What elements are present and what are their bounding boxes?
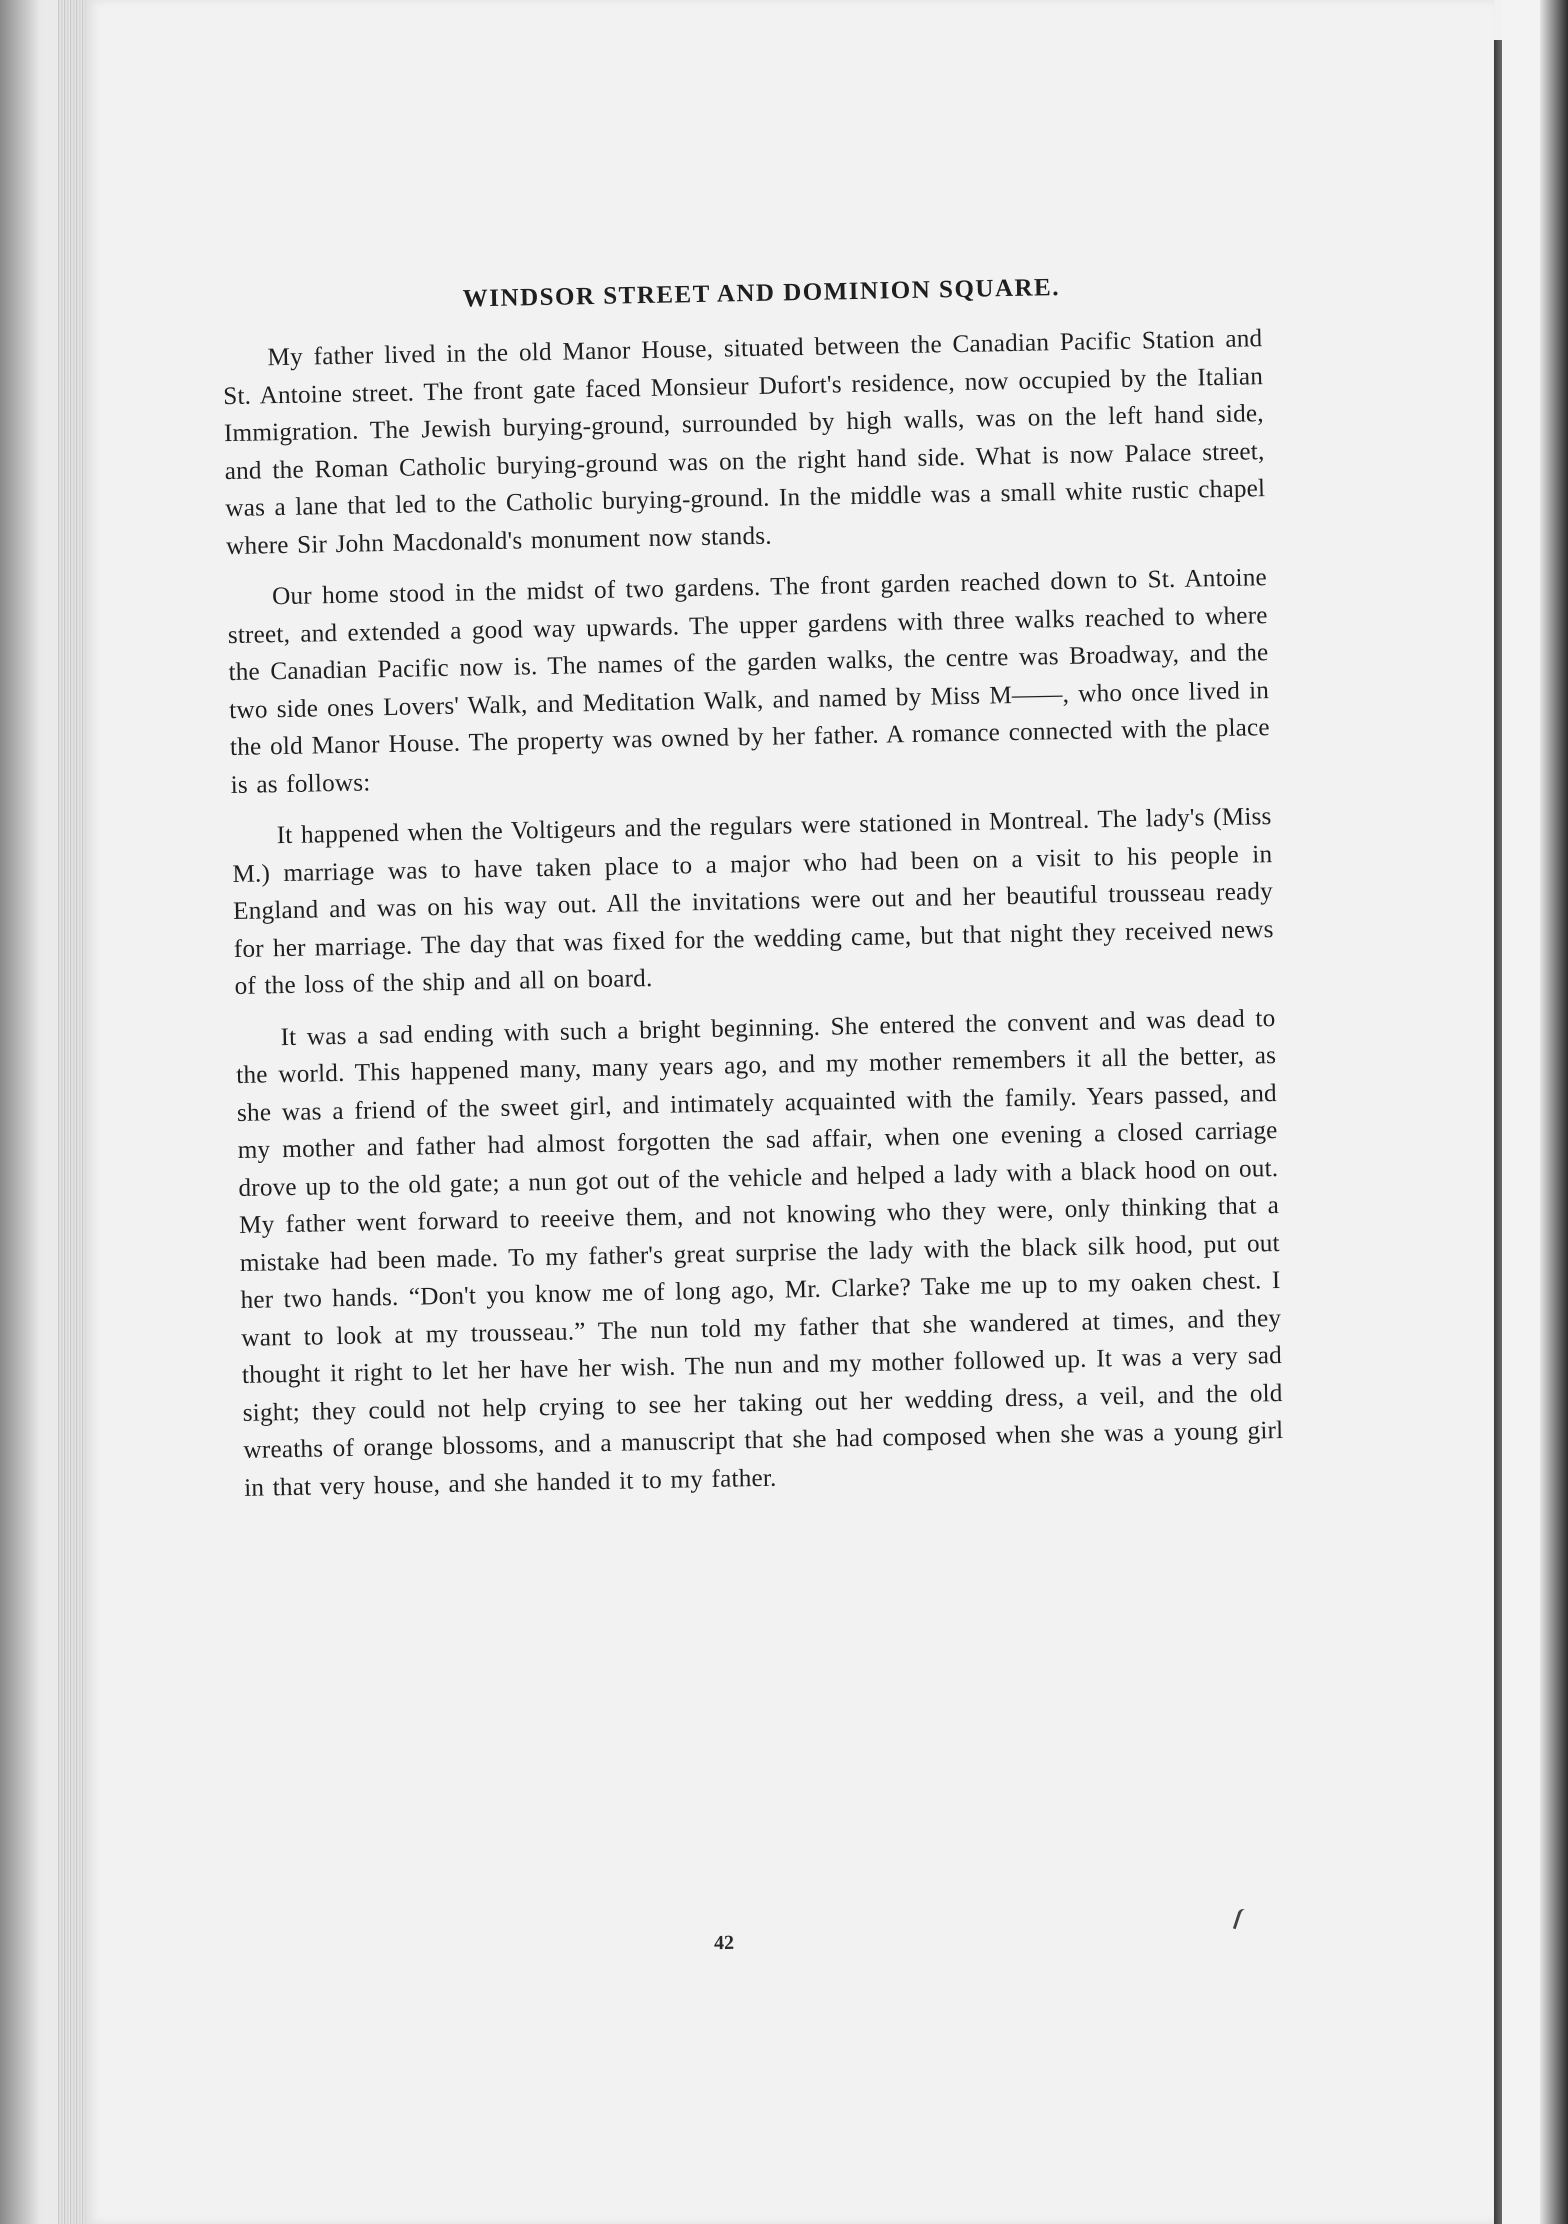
paragraph-1: My father lived in the old Manor House, situated between the Canadian Pacific Station and St. Antoine street. The front gate faced Monsieur Dufort's residence, now occupied by the Italian Immigration. The Jewish burying-ground, surrounded by high walls, was on the left hand side, and the Roman Catholic burying-ground was on the right hand side. What is now Palace street, was a lane that led to the Catholic burying-ground. In the middle was a small white rustic chapel where Sir John Macdonald's monument now stands. (222, 325, 1266, 560)
paragraph-3: It happened when the Voltigeurs and the regulars were stationed in Montreal. The lady's (Miss M.) marriage was to have taken place to a major who had been on a visit to his people in England and was on his way out. All the invitations were out and her beautiful trousseau ready for her marriage. The day that was fixed for the wedding came, but that night they received news of the loss of the ship and all on board. (232, 803, 1274, 1001)
page-gutter-shadow (1494, 40, 1502, 2224)
page-text-block (221, 250, 1285, 1521)
paragraph-2: Our home stood in the midst of two gardens. The front garden reached down to St. Antoine street, and extended a good way upwards. The upper gardens with three walks reached to where the Canadian Pacific now is. The names of the garden walks, the centre was Broadway, and the two side ones Lovers' Walk, and Meditation Walk, and named by Miss M——, who once lived in the old Manor House. The property was owned by her father. A romance connected with the place is as follows: (227, 564, 1271, 799)
page-number: 42 (713, 1931, 735, 1955)
paragraph-4: It was a sad ending with such a bright beginning. She entered the convent and was dead to the world. This happened many, many years ago, and my mother remembers it all the better, as she was a friend of the sweet girl, and intimately acquainted with the family. Years passed, and my mother and father had almost forgotten the sad affair, when one evening a closed carriage drove up to the old gate; a nun got out of the vehicle and helped a lady with a black hood on out. My father went forward to reeeive them, and not knowing who they were, only thinking that a mistake had been made. To my father's great surprise the lady with the black silk hood, put out her two hands. “Don't you know me of long ago, Mr. Clarke? Take me up to my oaken chest. I want to look at my trousseau.” The nun told my father that she wandered at times, and they thought it right to let her have her wish. The nun and my mother followed up. It was a very sad sight; they could not help crying to see her taking out her wedding dress, a veil, and the old wreaths of orange blossoms, and a manuscript that she had composed when she was a young girl in that very house, and she handed it to my father. (236, 1004, 1284, 1502)
book-page-edges (58, 0, 88, 2224)
chapter-title: WINDSOR STREET AND DOMINION SQUARE. (462, 274, 1061, 313)
facing-page-edge (1540, 0, 1568, 2224)
